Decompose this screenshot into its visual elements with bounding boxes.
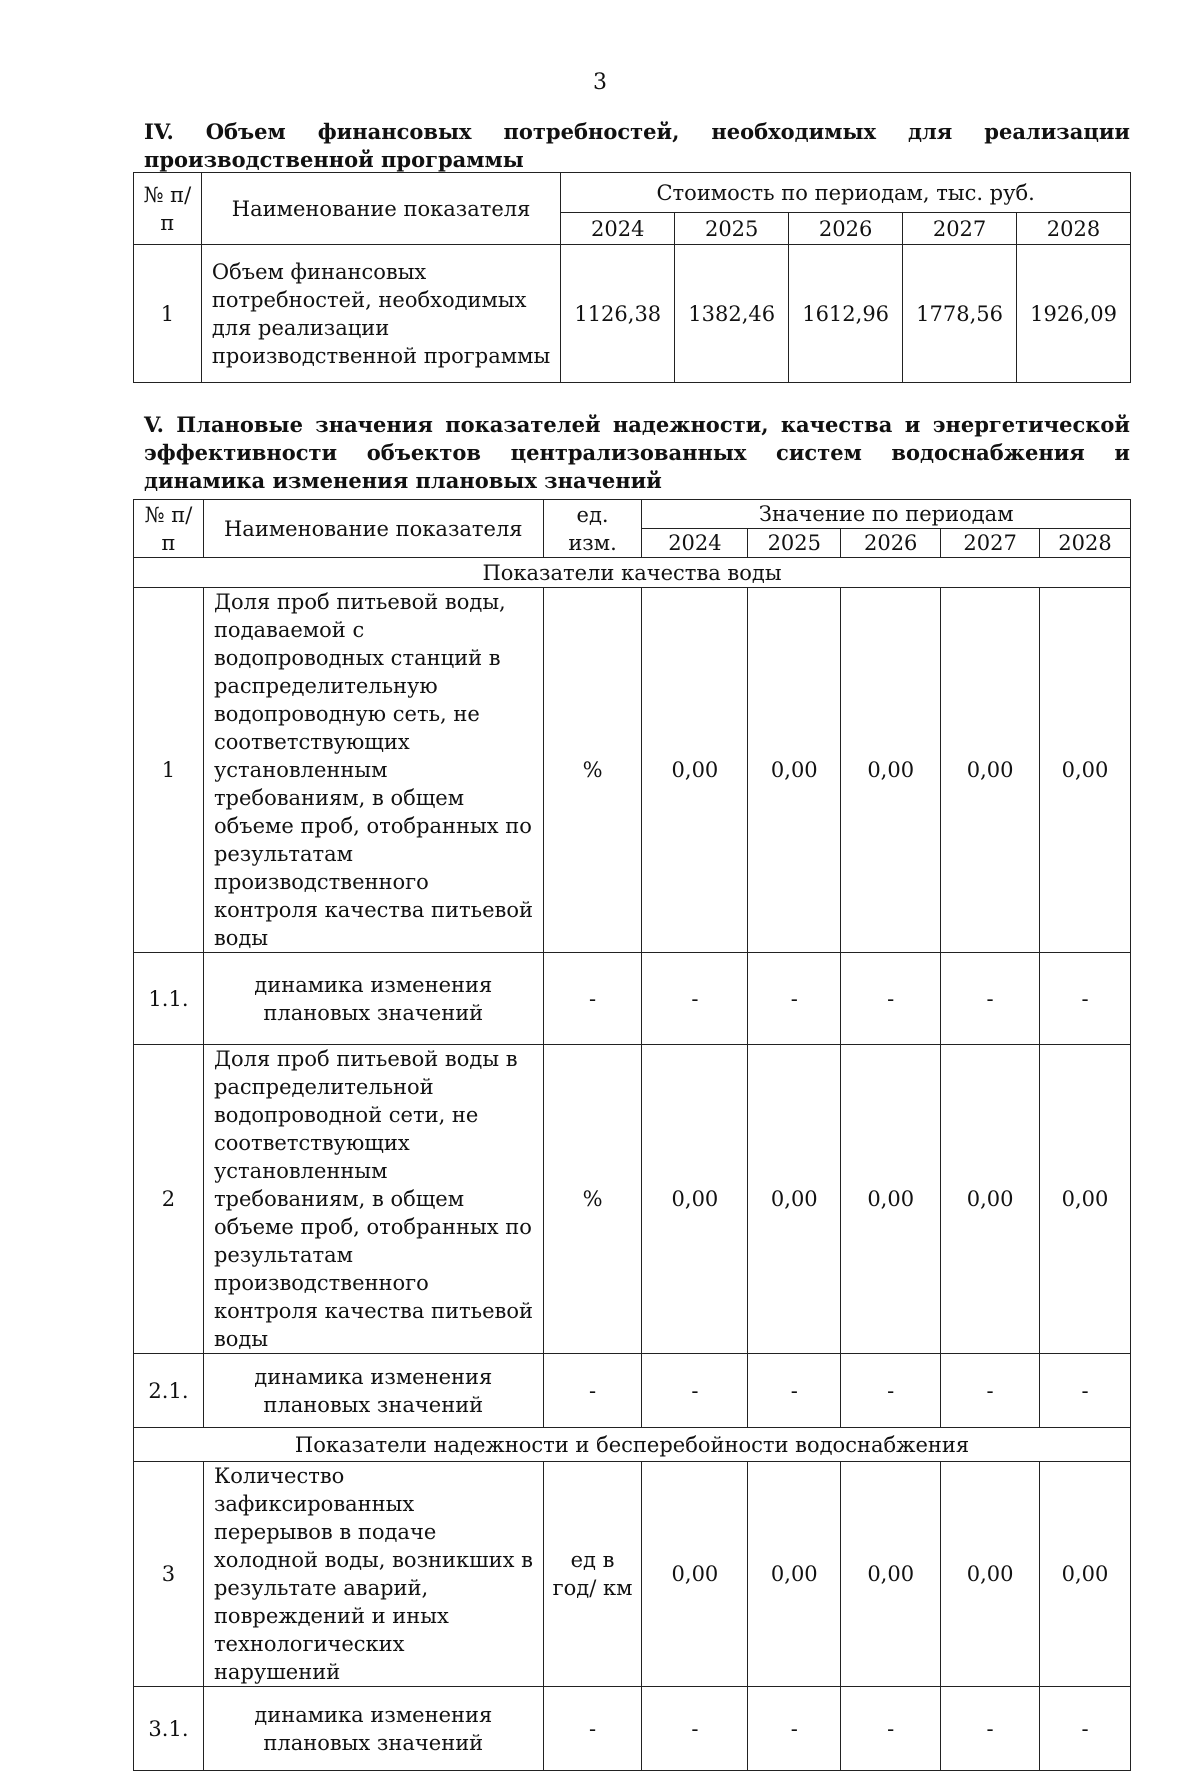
header-num: № п/п bbox=[134, 500, 204, 558]
row-value: 0,00 bbox=[941, 588, 1040, 953]
row-value: - bbox=[748, 1687, 841, 1771]
header-name: Наименование показателя bbox=[201, 173, 560, 245]
row-name: Объем финансовых потребностей, необходимых для реализации производственной программы bbox=[201, 245, 560, 383]
table-row bbox=[134, 1045, 1131, 1354]
group-title: Показатели качества воды bbox=[134, 558, 1131, 588]
header-year: 2024 bbox=[561, 213, 675, 245]
header-year: 2026 bbox=[841, 529, 941, 558]
row-num: 3.1. bbox=[134, 1687, 204, 1771]
row-num: 1.1. bbox=[134, 953, 204, 1045]
row-value: 0,00 bbox=[748, 1462, 841, 1687]
table-row bbox=[134, 1354, 1131, 1428]
row-value: 0,00 bbox=[1040, 1462, 1131, 1687]
row-value: 1612,96 bbox=[789, 245, 903, 383]
row-num: 1 bbox=[134, 245, 202, 383]
row-value: - bbox=[748, 953, 841, 1045]
page-number: 3 bbox=[593, 70, 607, 95]
table-row bbox=[134, 245, 1131, 383]
row-value: - bbox=[1040, 953, 1131, 1045]
row-value: 0,00 bbox=[941, 1462, 1040, 1687]
table-row bbox=[134, 1687, 1131, 1771]
row-value: 1382,46 bbox=[675, 245, 789, 383]
header-cost-group: Стоимость по периодам, тыс. руб. bbox=[561, 173, 1131, 213]
row-value: 0,00 bbox=[1040, 588, 1131, 953]
header-year: 2025 bbox=[675, 213, 789, 245]
row-value: - bbox=[642, 1354, 748, 1428]
table-header-row bbox=[134, 173, 1131, 213]
row-value: 0,00 bbox=[941, 1045, 1040, 1354]
row-value: 0,00 bbox=[1040, 1045, 1131, 1354]
row-num: 1 bbox=[134, 588, 204, 953]
row-num: 2 bbox=[134, 1045, 204, 1354]
row-value: - bbox=[748, 1354, 841, 1428]
row-value: 0,00 bbox=[841, 1462, 941, 1687]
financial-needs-table bbox=[133, 172, 1131, 383]
table-row bbox=[134, 953, 1131, 1045]
header-year: 2027 bbox=[941, 529, 1040, 558]
table-header-row bbox=[134, 500, 1131, 529]
row-value: 0,00 bbox=[642, 588, 748, 953]
row-name: Доля проб питьевой воды, подаваемой с водопроводных станций в распределительную водопроводную сеть, не соответствующих установленным требованиям, в общем объеме проб, отобранных по результатам производственного контроля качества питьевой воды bbox=[203, 588, 543, 953]
header-year: 2028 bbox=[1040, 529, 1131, 558]
row-unit: - bbox=[543, 953, 642, 1045]
group-row-reliability bbox=[134, 1428, 1131, 1462]
row-value: 0,00 bbox=[841, 1045, 941, 1354]
group-title: Показатели надежности и бесперебойности водоснабжения bbox=[134, 1428, 1131, 1462]
row-value: - bbox=[841, 1354, 941, 1428]
row-value: - bbox=[841, 953, 941, 1045]
header-year: 2027 bbox=[903, 213, 1017, 245]
row-value: - bbox=[941, 1354, 1040, 1428]
table-row bbox=[134, 588, 1131, 953]
section-v-title: V. Плановые значения показателей надежности, качества и энергетической эффективности объектов централизованных систем водоснабжения и динамика изменения плановых значений bbox=[144, 412, 1130, 493]
row-value: - bbox=[642, 953, 748, 1045]
table-row bbox=[134, 1462, 1131, 1687]
row-value: - bbox=[941, 1687, 1040, 1771]
row-num: 3 bbox=[134, 1462, 204, 1687]
header-name: Наименование показателя bbox=[203, 500, 543, 558]
header-num: № п/п bbox=[134, 173, 202, 245]
row-value: - bbox=[941, 953, 1040, 1045]
header-year: 2025 bbox=[748, 529, 841, 558]
header-unit: ед. изм. bbox=[543, 500, 642, 558]
row-unit: % bbox=[543, 1045, 642, 1354]
row-name: Доля проб питьевой воды в распределительной водопроводной сети, не соответствующих установленным требованиям, в общем объеме проб, отобранных по результатам производственного контроля качества питьевой воды bbox=[203, 1045, 543, 1354]
section-iv-title: IV. Объем финансовых потребностей, необходимых для реализации производственной программы bbox=[144, 119, 1130, 172]
row-unit: - bbox=[543, 1354, 642, 1428]
row-unit: % bbox=[543, 588, 642, 953]
row-value: - bbox=[1040, 1354, 1131, 1428]
row-value: 0,00 bbox=[748, 1045, 841, 1354]
row-value: - bbox=[642, 1687, 748, 1771]
row-name: Количество зафиксированных перерывов в подаче холодной воды, возникших в результате аварий, повреждений и иных технологических нарушений bbox=[203, 1462, 543, 1687]
indicators-table bbox=[133, 499, 1131, 1771]
row-name: динамика изменения плановых значений bbox=[203, 1687, 543, 1771]
row-name: динамика изменения плановых значений bbox=[203, 953, 543, 1045]
row-value: 1926,09 bbox=[1017, 245, 1131, 383]
group-row-quality bbox=[134, 558, 1131, 588]
header-year: 2026 bbox=[789, 213, 903, 245]
row-name: динамика изменения плановых значений bbox=[203, 1354, 543, 1428]
row-value: 0,00 bbox=[642, 1462, 748, 1687]
header-year: 2028 bbox=[1017, 213, 1131, 245]
row-unit: - bbox=[543, 1687, 642, 1771]
row-value: - bbox=[841, 1687, 941, 1771]
header-value-group: Значение по периодам bbox=[642, 500, 1131, 529]
row-value: 0,00 bbox=[642, 1045, 748, 1354]
row-unit: ед в год/ км bbox=[543, 1462, 642, 1687]
header-year: 2024 bbox=[642, 529, 748, 558]
row-value: - bbox=[1040, 1687, 1131, 1771]
row-value: 1126,38 bbox=[561, 245, 675, 383]
row-value: 0,00 bbox=[841, 588, 941, 953]
row-value: 1778,56 bbox=[903, 245, 1017, 383]
row-value: 0,00 bbox=[748, 588, 841, 953]
row-num: 2.1. bbox=[134, 1354, 204, 1428]
